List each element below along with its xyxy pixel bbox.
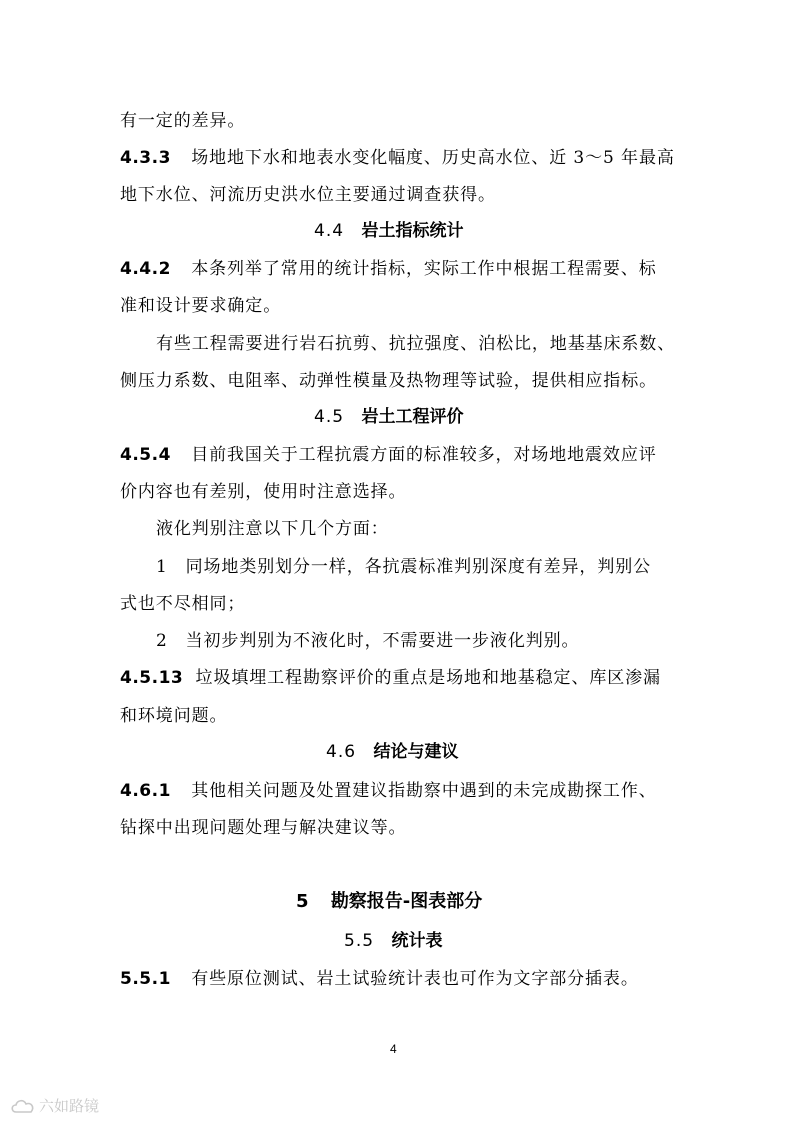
paragraph-line: 和环境问题。 xyxy=(120,706,228,726)
section-number: 4.4 xyxy=(314,221,345,241)
chapter-heading-5 xyxy=(296,890,482,914)
chapter-number: 5 xyxy=(296,891,309,912)
paragraph-line: 式也不尽相同； xyxy=(120,594,246,614)
clause-number: 4.3.3 xyxy=(120,148,171,168)
section-title: 岩土工程评价 xyxy=(361,407,464,427)
clause-4-5-13 xyxy=(120,667,661,689)
section-number: 5.5 xyxy=(344,931,375,951)
clause-text: 场地地下水和地表水变化幅度、历史高水位、近 3～5 年最高 xyxy=(191,148,675,168)
watermark-text: 六如路镜 xyxy=(39,1097,100,1115)
paragraph-line: 有一定的差异。 xyxy=(120,111,246,131)
clause-text: 有些原位测试、岩土试验统计表也可作为文字部分插表。 xyxy=(191,969,639,989)
clause-4-5-4 xyxy=(120,444,657,466)
clause-number: 4.6.1 xyxy=(120,781,171,801)
clause-number: 5.5.1 xyxy=(120,969,171,989)
list-item: 2 当初步判别为不液化时，不需要进一步液化判别。 xyxy=(156,631,580,651)
page-number: 4 xyxy=(390,1042,397,1056)
section-title: 结论与建议 xyxy=(373,742,459,762)
watermark xyxy=(10,1095,99,1116)
clause-5-5-1 xyxy=(120,968,639,990)
section-title: 统计表 xyxy=(391,931,443,951)
clause-text: 垃圾填埋工程勘察评价的重点是场地和地基稳定、库区渗漏 xyxy=(195,668,661,688)
cloud-logo-icon xyxy=(10,1097,36,1115)
clause-text: 其他相关问题及处置建议指勘察中遇到的未完成勘探工作、 xyxy=(191,781,657,801)
clause-4-6-1 xyxy=(120,780,657,802)
clause-number: 4.4.2 xyxy=(120,259,171,279)
list-item: 1 同场地类别划分一样，各抗震标准判别深度有差异，判别公 xyxy=(156,557,652,577)
clause-text: 本条列举了常用的统计指标，实际工作中根据工程需要、标 xyxy=(191,259,657,279)
clause-text: 目前我国关于工程抗震方面的标准较多，对场地地震效应评 xyxy=(191,445,657,465)
section-heading-5-5 xyxy=(344,930,442,952)
clause-4-3-3 xyxy=(120,147,675,169)
paragraph-line: 有些工程需要进行岩石抗剪、抗拉强度、泊松比，地基基床系数、 xyxy=(156,334,676,354)
paragraph-line: 液化判别注意以下几个方面： xyxy=(156,519,389,539)
paragraph-line: 地下水位、河流历史洪水位主要通过调查获得。 xyxy=(120,185,496,205)
section-heading-4-6 xyxy=(326,741,458,763)
clause-4-4-2 xyxy=(120,258,657,280)
paragraph-line: 侧压力系数、电阻率、动弹性模量及热物理等试验，提供相应指标。 xyxy=(120,371,657,391)
section-title: 岩土指标统计 xyxy=(361,221,464,241)
chapter-title: 勘察报告-图表部分 xyxy=(330,891,483,912)
paragraph-line: 钻探中出现问题处理与解决建议等。 xyxy=(120,818,407,838)
clause-number: 4.5.4 xyxy=(120,445,171,465)
section-number: 4.6 xyxy=(326,742,357,762)
clause-number: 4.5.13 xyxy=(120,668,184,688)
paragraph-line: 准和设计要求确定。 xyxy=(120,296,282,316)
section-number: 4.5 xyxy=(314,407,345,427)
paragraph-line: 价内容也有差别，使用时注意选择。 xyxy=(120,482,407,502)
section-heading-4-4 xyxy=(314,220,463,242)
section-heading-4-5 xyxy=(314,406,463,428)
